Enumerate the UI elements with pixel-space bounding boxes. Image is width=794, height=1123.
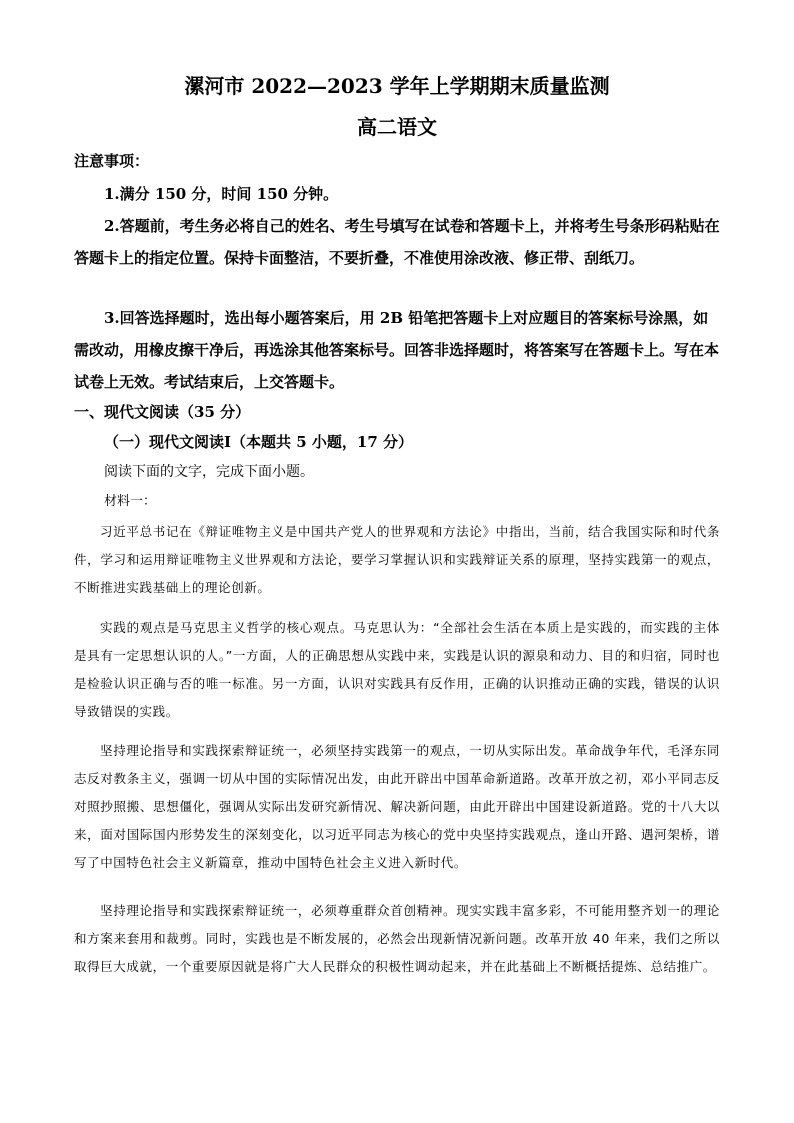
material-paragraph-1: 习近平总书记在《辩证唯物主义是中国共产党人的世界观和方法论》中指出，当前，结合我国实际和时代条件，学习和运用辩证唯物主义世界观和方法论，要学习掌握认识和实践辩证关系的原理，坚持实践第一的观点，不断推进实践基础上的理论创新。: [74, 524, 720, 595]
reading-instruction: 阅读下面的文字，完成下面小题。: [104, 464, 314, 480]
notice-item-3: 3.回答选择题时，选出每小题答案后，用 2B 铅笔把答题卡上对应题目的答案标号涂黑，如需改动，用橡皮擦干净后，再选涂其他答案标号。回答非选择题时，将答案写在答题卡上。写在本试卷上无效。考试结束后，上交答题卡。: [74, 309, 720, 391]
section-heading: 一、现代文阅读（35 分）: [74, 403, 251, 421]
material-paragraph-4: 坚持理论指导和实践探索辩证统一，必须尊重群众首创精神。现实实践丰富多彩，不可能用整齐划一的理论和方案来套用和裁剪。同时，实践也是不断发展的，必然会出现新情况新问题。改革开放 40 年来，我们之所以取得巨大成就，一个重要原因就是将广大人民群众的积极性调动起来，并在此基础上不断概括提炼、总结推广。: [74, 903, 720, 974]
exam-title: 漯河市 2022—2023 学年上学期期末质量监测: [184, 74, 610, 98]
material-paragraph-2: 实践的观点是马克思主义哲学的核心观点。马克思认为：“全部社会生活在本质上是实践的，而实践的主体是具有一定思想认识的人。”一方面，人的正确思想从实践中来，实践是认识的源泉和动力、目的和归宿，同时也是检验认识正确与否的唯一标准。另一方面，认识对实践具有反作用，正确的认识推动正确的实践，错误的认识导致错误的实践。: [74, 620, 720, 719]
subsection-heading: （一）现代文阅读Ⅰ（本题共 5 小题，17 分）: [104, 433, 413, 451]
notice-heading: 注意事项：: [74, 152, 150, 170]
material-label: 材料一：: [104, 494, 157, 509]
notice-item-2: 2.答题前，考生务必将自己的姓名、考生号填写在试卷和答题卡上，并将考生号条形码粘贴在答题卡上的指定位置。保持卡面整洁，不要折叠，不准使用涂改液、修正带、刮纸刀。: [74, 217, 720, 267]
notice-item-1: 1.满分 150 分，时间 150 分钟。: [104, 185, 339, 203]
material-paragraph-3: 坚持理论指导和实践探索辩证统一，必须坚持实践第一的观点，一切从实际出发。革命战争年代，毛泽东同志反对教条主义，强调一切从中国的实际情况出发，由此开辟出中国革命新道路。改革开放之初，邓小平同志反对照抄照搬、思想僵化，强调从实际出发研究新情况、解决新问题，由此开辟出中国建设新道路。党的十八大以来，面对国际国内形势发生的深刻变化，以习近平同志为核心的党中央坚持实践观点，逢山开路、遇河架桥，谱写了中国特色社会主义新篇章，推动中国特色社会主义进入新时代。: [74, 743, 720, 870]
exam-subject: 高二语文: [357, 115, 437, 139]
